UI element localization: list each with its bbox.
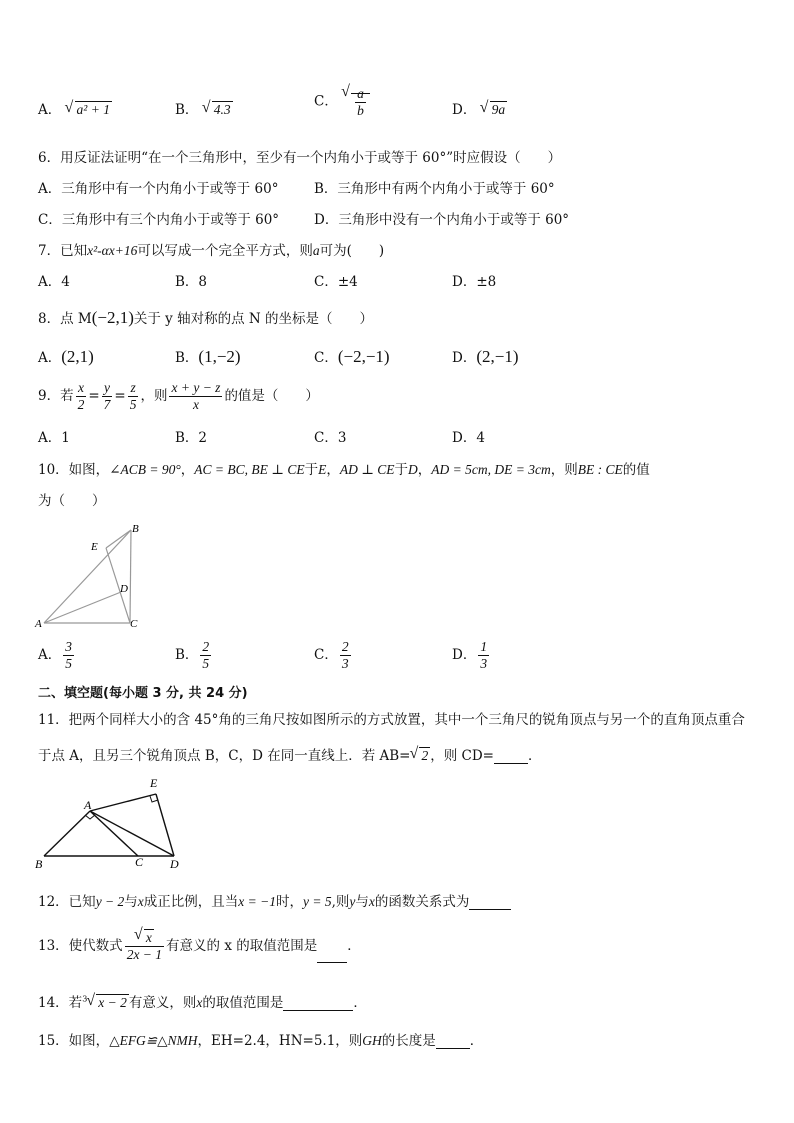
label-c: C [135,855,144,869]
q7-option-a: A．4 [38,274,70,290]
q10-stem-line1: 10．如图，∠ACB = 90°，AC = BC, BE ⊥ CE于E，AD ⊥ CE于D，AD = 5cm, DE = 3cm，则BE : CE的值 [38,462,650,478]
q14-stem: 14．若$^3$√ x − 2 有意义，则x的取值范围是 ． [38,991,367,1011]
q8-option-c: C．(−2,−1) [314,347,390,366]
label-a: A [84,798,92,812]
q5-option-d: D． √ 9a [452,98,507,118]
q6-option-d: D．三角形中没有一个内角小于或等于 60° [314,212,570,228]
answer-blank[interactable] [317,962,347,963]
q11-stem-line2: 于点 A，且另三个锐角顶点 B，C，D 在同一直线上．若 AB=√ 2 ，则 CD= ． [38,744,542,764]
q6-option-b: B．三角形中有两个内角小于或等于 60° [314,181,555,197]
q9-option-d: D．4 [452,430,485,446]
q9-option-c: C．3 [314,430,347,446]
q8-option-d: D．(2,−1) [452,347,519,366]
q7-stem: 7．已知x²-αx+16可以写成一个完全平方式，则a可为( ) [38,243,385,259]
cube-root-expression: √ x − 2 [87,995,129,1011]
label-e: E [91,541,98,553]
label-c: C [130,618,138,630]
q11-figure [30,772,190,872]
q10-option-a: A． $\frac{3}{5}$ [38,639,72,671]
segment-bc [130,530,131,623]
q7-option-d: D．±8 [452,274,497,290]
segment-ad [44,592,121,623]
segment-eb [106,530,131,548]
sqrt-expression: √ x [135,930,154,946]
q7-option-c: C．±4 [314,274,358,290]
segment-ab [44,530,131,623]
label-d: D [120,583,128,595]
answer-blank[interactable] [283,1010,353,1011]
q10-option-c: C． $\frac{2}{3}$ [314,639,349,671]
q9-stem: 9．若 $\frac{x}{2}$ = $\frac{y}{7}$ = $\frac{z}{5}$ ，则 $\frac{x + y - z}{x}$ 的值是（ ） [38,380,319,412]
q5-option-c: C． √ $\frac{a}{b}$ [314,86,370,119]
sqrt-expression: √ 4.3 [203,102,233,118]
sqrt-expression: √ a² + 1 [66,102,112,118]
label-e: E [150,776,158,790]
answer-blank[interactable] [494,763,528,764]
q7-option-b: B．8 [175,274,208,290]
answer-blank[interactable] [469,909,511,910]
q12-stem: 12．已知y − 2与x成正比例，且当x = −1时，y = 5,则y与x的函数关系式为 [38,890,511,910]
section-heading: 二、填空题(每小题 3 分, 共 24 分) [38,686,248,701]
q9-option-a: A．1 [38,430,70,446]
q6-stem: 6．用反证法证明“在一个三角形中，至少有一个内角小于或等于 60°”时应假设（ ） [38,150,562,166]
q13-stem: 13．使代数式 √ $\frac{x}{2x - 1}$ 有意义的 x 的取值范围是 ． [38,930,361,963]
label-a: A [35,618,42,630]
q10-stem-line2: 为（ ） [38,493,106,509]
q6-option-c: C．三角形中有三个内角小于或等于 60° [38,212,280,228]
right-angle-mark [85,815,95,819]
sqrt-expression: √ 2 [410,748,430,764]
q15-stem: 15．如图，△EFG≌△NMH，EH=2.4，HN=5.1，则GH的长度是 ． [38,1033,484,1049]
q10-option-b: B． $\frac{2}{5}$ [175,639,210,671]
q11-stem-line1: 11．把两个同样大小的含 45°角的三角尺按如图所示的方式放置，其中一个三角尺的锐角顶点与另一个的直角顶点重合 [38,712,745,728]
q8-stem: 8．点 M(−2,1)关于 y 轴对称的点 N 的坐标是（ ） [38,308,373,327]
label-b: B [35,857,43,871]
q8-option-b: B．(1,−2) [175,347,241,366]
q10-figure [34,520,146,632]
label-b: B [132,523,139,535]
answer-blank[interactable] [436,1048,470,1049]
q8-option-a: A．(2,1) [38,347,94,366]
q5-option-a: A． √ a² + 1 [38,98,112,118]
q6-option-a: A．三角形中有一个内角小于或等于 60° [38,181,279,197]
sqrt-expression: √ 9a [481,102,508,118]
label-d: D [170,857,179,871]
sqrt-fraction: √ $\frac{a}{b}$ [342,86,370,119]
q9-option-b: B．2 [175,430,208,446]
q5-option-b: B． √ 4.3 [175,98,233,118]
q10-option-d: D． $\frac{1}{3}$ [452,639,488,671]
